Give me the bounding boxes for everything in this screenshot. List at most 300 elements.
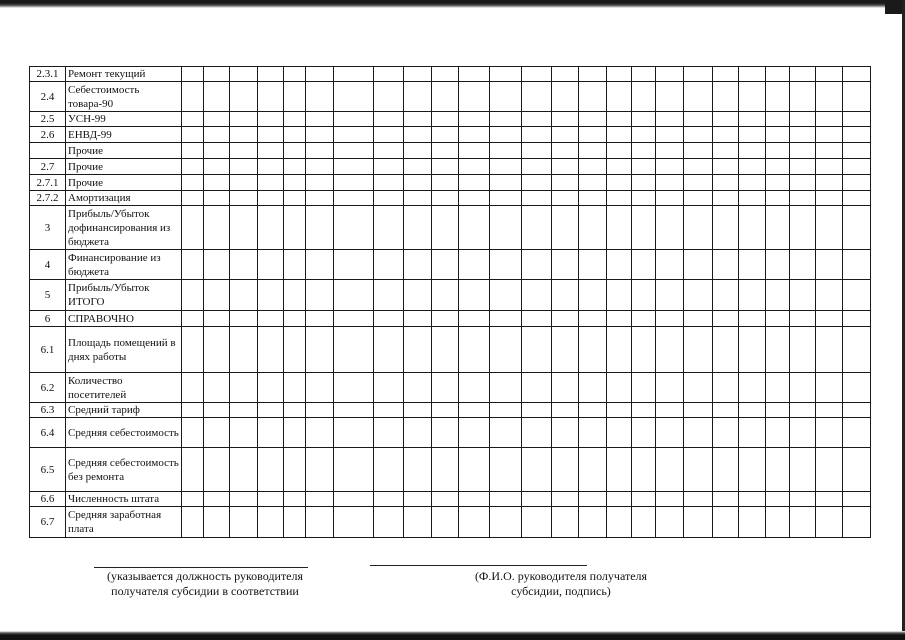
table-row: [30, 191, 871, 206]
value-cell: [843, 250, 871, 280]
value-cell: [790, 127, 816, 143]
value-cell: [522, 507, 552, 538]
row-label: Средняя себестоимость: [66, 418, 182, 448]
value-cell: [404, 280, 432, 311]
value-cell: [432, 175, 459, 191]
value-cell: [258, 206, 284, 250]
value-cell: [182, 127, 204, 143]
value-cell: [334, 175, 374, 191]
value-cell: [843, 327, 871, 373]
value-cell: [552, 67, 579, 82]
value-cell: [522, 159, 552, 175]
value-cell: [632, 191, 656, 206]
table-row: [30, 143, 871, 159]
row-label: Ремонт текущий: [66, 67, 182, 82]
value-cell: [816, 112, 843, 127]
value-cell: [230, 492, 258, 507]
value-cell: [607, 418, 632, 448]
value-cell: [258, 311, 284, 327]
value-cell: [306, 311, 334, 327]
value-cell: [182, 82, 204, 112]
value-cell: [432, 67, 459, 82]
value-cell: [306, 206, 334, 250]
value-cell: [204, 403, 230, 418]
value-cell: [404, 373, 432, 403]
table-row: [30, 403, 871, 418]
value-cell: [607, 175, 632, 191]
value-cell: [552, 418, 579, 448]
value-cell: [334, 418, 374, 448]
value-cell: [404, 448, 432, 492]
value-cell: [204, 327, 230, 373]
value-cell: [204, 311, 230, 327]
value-cell: [374, 418, 404, 448]
value-cell: [258, 403, 284, 418]
value-cell: [766, 280, 790, 311]
value-cell: [766, 327, 790, 373]
value-cell: [632, 418, 656, 448]
value-cell: [490, 206, 522, 250]
value-cell: [404, 191, 432, 206]
value-cell: [552, 175, 579, 191]
value-cell: [230, 175, 258, 191]
value-cell: [579, 280, 607, 311]
value-cell: [230, 206, 258, 250]
row-label: СПРАВОЧНО: [66, 311, 182, 327]
value-cell: [522, 311, 552, 327]
value-cell: [816, 206, 843, 250]
value-cell: [552, 143, 579, 159]
value-cell: [404, 403, 432, 418]
value-cell: [656, 175, 684, 191]
value-cell: [182, 191, 204, 206]
value-cell: [334, 127, 374, 143]
row-label: Средняя себестоимость без ремонта: [66, 448, 182, 492]
value-cell: [552, 250, 579, 280]
value-cell: [374, 507, 404, 538]
value-cell: [490, 492, 522, 507]
value-cell: [258, 250, 284, 280]
value-cell: [713, 492, 739, 507]
value-cell: [656, 191, 684, 206]
value-cell: [522, 191, 552, 206]
value-cell: [790, 159, 816, 175]
value-cell: [816, 373, 843, 403]
value-cell: [284, 175, 306, 191]
table-row: [30, 311, 871, 327]
value-cell: [656, 311, 684, 327]
value-cell: [790, 206, 816, 250]
value-cell: [306, 373, 334, 403]
value-cell: [306, 159, 334, 175]
value-cell: [374, 67, 404, 82]
value-cell: [739, 418, 766, 448]
value-cell: [656, 418, 684, 448]
value-cell: [432, 127, 459, 143]
value-cell: [684, 280, 713, 311]
value-cell: [204, 191, 230, 206]
value-cell: [766, 206, 790, 250]
value-cell: [684, 143, 713, 159]
value-cell: [374, 191, 404, 206]
value-cell: [607, 159, 632, 175]
value-cell: [607, 191, 632, 206]
value-cell: [843, 143, 871, 159]
value-cell: [607, 311, 632, 327]
value-cell: [816, 492, 843, 507]
value-cell: [522, 82, 552, 112]
value-cell: [490, 191, 522, 206]
value-cell: [684, 507, 713, 538]
value-cell: [739, 67, 766, 82]
value-cell: [306, 327, 334, 373]
value-cell: [404, 250, 432, 280]
value-cell: [182, 418, 204, 448]
value-cell: [334, 327, 374, 373]
value-cell: [790, 112, 816, 127]
value-cell: [404, 492, 432, 507]
value-cell: [843, 418, 871, 448]
value-cell: [607, 327, 632, 373]
value-cell: [334, 507, 374, 538]
value-cell: [713, 507, 739, 538]
value-cell: [284, 250, 306, 280]
value-cell: [459, 143, 490, 159]
value-cell: [404, 112, 432, 127]
value-cell: [306, 175, 334, 191]
value-cell: [432, 448, 459, 492]
value-cell: [607, 250, 632, 280]
value-cell: [404, 82, 432, 112]
value-cell: [306, 418, 334, 448]
value-cell: [230, 373, 258, 403]
value-cell: [713, 159, 739, 175]
value-cell: [334, 159, 374, 175]
value-cell: [632, 206, 656, 250]
value-cell: [790, 143, 816, 159]
value-cell: [459, 250, 490, 280]
value-cell: [684, 311, 713, 327]
value-cell: [656, 82, 684, 112]
row-number: 6.3: [30, 403, 66, 418]
value-cell: [230, 403, 258, 418]
value-cell: [843, 159, 871, 175]
value-cell: [579, 327, 607, 373]
table-row: [30, 67, 871, 82]
value-cell: [334, 373, 374, 403]
value-cell: [432, 373, 459, 403]
value-cell: [607, 403, 632, 418]
value-cell: [432, 250, 459, 280]
value-cell: [204, 418, 230, 448]
value-cell: [182, 175, 204, 191]
value-cell: [656, 373, 684, 403]
value-cell: [306, 127, 334, 143]
value-cell: [579, 403, 607, 418]
value-cell: [790, 327, 816, 373]
value-cell: [790, 418, 816, 448]
value-cell: [816, 250, 843, 280]
value-cell: [258, 127, 284, 143]
value-cell: [230, 191, 258, 206]
value-cell: [843, 82, 871, 112]
value-cell: [816, 327, 843, 373]
value-cell: [607, 67, 632, 82]
value-cell: [843, 206, 871, 250]
value-cell: [766, 175, 790, 191]
value-cell: [766, 403, 790, 418]
value-cell: [632, 67, 656, 82]
value-cell: [404, 67, 432, 82]
value-cell: [230, 448, 258, 492]
value-cell: [230, 127, 258, 143]
value-cell: [552, 82, 579, 112]
value-cell: [374, 143, 404, 159]
value-cell: [579, 112, 607, 127]
value-cell: [204, 250, 230, 280]
value-cell: [816, 143, 843, 159]
value-cell: [739, 507, 766, 538]
value-cell: [432, 82, 459, 112]
value-cell: [374, 206, 404, 250]
value-cell: [843, 112, 871, 127]
value-cell: [374, 373, 404, 403]
value-cell: [230, 507, 258, 538]
value-cell: [374, 250, 404, 280]
value-cell: [739, 250, 766, 280]
value-cell: [739, 112, 766, 127]
value-cell: [204, 206, 230, 250]
row-number: 6.1: [30, 327, 66, 373]
value-cell: [490, 327, 522, 373]
value-cell: [432, 112, 459, 127]
table-row: [30, 127, 871, 143]
value-cell: [182, 143, 204, 159]
value-cell: [374, 82, 404, 112]
value-cell: [182, 373, 204, 403]
value-cell: [230, 250, 258, 280]
value-cell: [684, 373, 713, 403]
value-cell: [790, 492, 816, 507]
value-cell: [306, 250, 334, 280]
value-cell: [790, 67, 816, 82]
value-cell: [459, 159, 490, 175]
value-cell: [306, 448, 334, 492]
value-cell: [204, 159, 230, 175]
value-cell: [230, 82, 258, 112]
value-cell: [816, 507, 843, 538]
value-cell: [579, 206, 607, 250]
value-cell: [490, 403, 522, 418]
value-cell: [713, 191, 739, 206]
value-cell: [766, 492, 790, 507]
value-cell: [459, 112, 490, 127]
value-cell: [632, 159, 656, 175]
value-cell: [632, 280, 656, 311]
value-cell: [284, 112, 306, 127]
value-cell: [522, 250, 552, 280]
value-cell: [230, 327, 258, 373]
value-cell: [404, 507, 432, 538]
table-row: [30, 373, 871, 403]
value-cell: [459, 373, 490, 403]
value-cell: [739, 175, 766, 191]
value-cell: [684, 82, 713, 112]
value-cell: [432, 403, 459, 418]
value-cell: [816, 175, 843, 191]
row-number: 2.7: [30, 159, 66, 175]
value-cell: [522, 448, 552, 492]
row-label: Прибыль/Убыток ИТОГО: [66, 280, 182, 311]
value-cell: [522, 403, 552, 418]
value-cell: [656, 127, 684, 143]
value-cell: [490, 112, 522, 127]
value-cell: [607, 492, 632, 507]
value-cell: [490, 159, 522, 175]
value-cell: [522, 492, 552, 507]
value-cell: [684, 250, 713, 280]
value-cell: [490, 418, 522, 448]
value-cell: [490, 311, 522, 327]
value-cell: [459, 206, 490, 250]
value-cell: [579, 159, 607, 175]
value-cell: [713, 280, 739, 311]
scan-edge-top: [0, 0, 905, 8]
value-cell: [713, 127, 739, 143]
value-cell: [490, 373, 522, 403]
row-number: 6.7: [30, 507, 66, 538]
value-cell: [843, 280, 871, 311]
value-cell: [632, 127, 656, 143]
value-cell: [334, 403, 374, 418]
value-cell: [684, 67, 713, 82]
value-cell: [284, 206, 306, 250]
value-cell: [334, 112, 374, 127]
value-cell: [432, 492, 459, 507]
value-cell: [766, 159, 790, 175]
value-cell: [843, 191, 871, 206]
value-cell: [632, 327, 656, 373]
value-cell: [374, 175, 404, 191]
value-cell: [258, 492, 284, 507]
value-cell: [656, 327, 684, 373]
value-cell: [656, 507, 684, 538]
value-cell: [739, 206, 766, 250]
value-cell: [284, 159, 306, 175]
value-cell: [552, 492, 579, 507]
row-label: ЕНВД-99: [66, 127, 182, 143]
value-cell: [230, 311, 258, 327]
value-cell: [284, 373, 306, 403]
value-cell: [522, 175, 552, 191]
table-row: [30, 418, 871, 448]
value-cell: [816, 403, 843, 418]
value-cell: [684, 127, 713, 143]
value-cell: [258, 507, 284, 538]
value-cell: [579, 311, 607, 327]
value-cell: [579, 448, 607, 492]
value-cell: [374, 112, 404, 127]
value-cell: [632, 143, 656, 159]
value-cell: [284, 82, 306, 112]
value-cell: [579, 250, 607, 280]
value-cell: [713, 403, 739, 418]
value-cell: [374, 127, 404, 143]
value-cell: [258, 159, 284, 175]
value-cell: [284, 67, 306, 82]
value-cell: [656, 112, 684, 127]
value-cell: [306, 507, 334, 538]
value-cell: [713, 373, 739, 403]
value-cell: [182, 403, 204, 418]
value-cell: [306, 403, 334, 418]
row-number: 6.2: [30, 373, 66, 403]
budget-table: [29, 66, 871, 538]
value-cell: [374, 403, 404, 418]
value-cell: [459, 418, 490, 448]
value-cell: [739, 311, 766, 327]
value-cell: [432, 311, 459, 327]
value-cell: [790, 175, 816, 191]
value-cell: [739, 448, 766, 492]
value-cell: [404, 311, 432, 327]
value-cell: [258, 112, 284, 127]
value-cell: [816, 191, 843, 206]
value-cell: [579, 373, 607, 403]
value-cell: [306, 112, 334, 127]
value-cell: [490, 67, 522, 82]
value-cell: [459, 175, 490, 191]
value-cell: [766, 67, 790, 82]
value-cell: [230, 280, 258, 311]
value-cell: [552, 159, 579, 175]
value-cell: [632, 311, 656, 327]
value-cell: [790, 507, 816, 538]
value-cell: [552, 311, 579, 327]
value-cell: [459, 127, 490, 143]
value-cell: [230, 159, 258, 175]
value-cell: [713, 250, 739, 280]
value-cell: [432, 159, 459, 175]
value-cell: [739, 191, 766, 206]
value-cell: [607, 82, 632, 112]
value-cell: [739, 82, 766, 112]
value-cell: [656, 143, 684, 159]
value-cell: [432, 206, 459, 250]
value-cell: [739, 127, 766, 143]
value-cell: [459, 311, 490, 327]
value-cell: [579, 143, 607, 159]
value-cell: [306, 82, 334, 112]
value-cell: [766, 250, 790, 280]
value-cell: [182, 159, 204, 175]
value-cell: [522, 280, 552, 311]
row-number: 6.4: [30, 418, 66, 448]
value-cell: [432, 191, 459, 206]
value-cell: [739, 373, 766, 403]
value-cell: [552, 112, 579, 127]
value-cell: [684, 403, 713, 418]
value-cell: [632, 492, 656, 507]
value-cell: [522, 206, 552, 250]
value-cell: [656, 67, 684, 82]
value-cell: [684, 175, 713, 191]
table-row: [30, 280, 871, 311]
value-cell: [713, 143, 739, 159]
value-cell: [766, 82, 790, 112]
value-cell: [306, 191, 334, 206]
value-cell: [843, 403, 871, 418]
